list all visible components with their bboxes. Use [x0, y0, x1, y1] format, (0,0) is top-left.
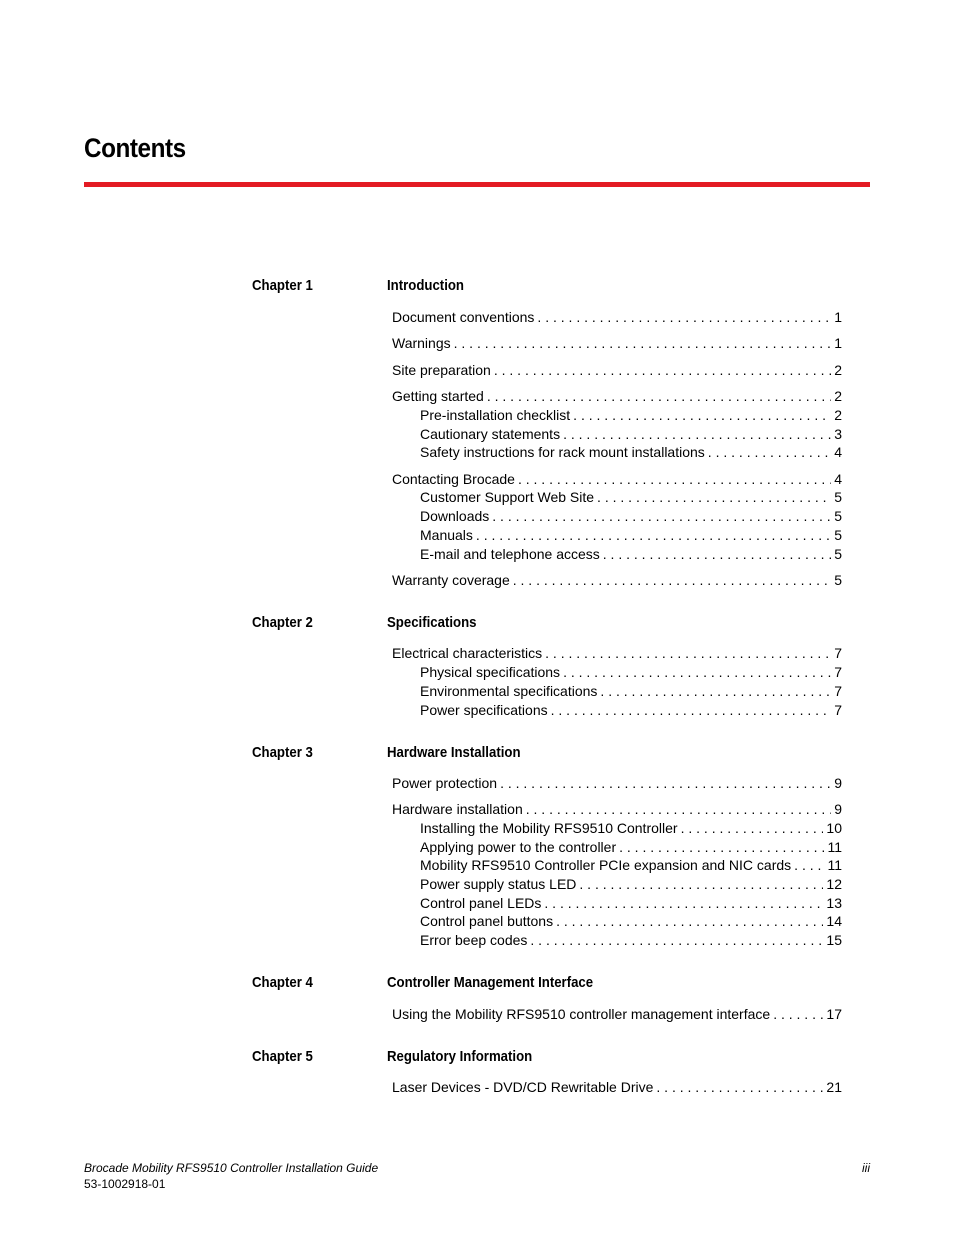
toc-leader-dots: [563, 663, 831, 682]
toc-entry[interactable]: [420, 856, 842, 875]
toc-entry-page: 12: [826, 876, 842, 892]
toc-entry[interactable]: [392, 470, 842, 489]
footer-left: [84, 1160, 378, 1192]
toc-entry-text: Customer Support Web Site: [420, 489, 595, 505]
toc-entry-text: Physical specifications: [420, 664, 561, 680]
toc-entry[interactable]: [420, 894, 842, 913]
toc-entry-page: 14: [826, 913, 842, 929]
toc-entry-page: 17: [826, 1006, 842, 1022]
toc-leader-dots: [579, 875, 823, 894]
chapter-label: Chapter 3: [252, 744, 313, 761]
toc-entry[interactable]: [420, 406, 842, 425]
toc-leader-dots: [597, 488, 831, 507]
toc-leader-dots: [494, 361, 831, 380]
toc-entry-page: 7: [834, 645, 842, 661]
toc-entry-page: 5: [834, 489, 842, 505]
toc-entry[interactable]: [392, 334, 842, 353]
toc-entry[interactable]: [392, 387, 842, 406]
toc-entry-text: Warnings: [392, 335, 451, 351]
toc-entry-text: Power supply status LED: [420, 876, 577, 892]
toc-entry-page: 3: [834, 426, 842, 442]
toc-entry-text: E-mail and telephone access: [420, 546, 600, 562]
toc-leader-dots: [681, 819, 824, 838]
toc-entry[interactable]: [420, 663, 842, 682]
chapter-title[interactable]: Introduction: [387, 277, 464, 294]
toc-entry-page: 7: [834, 702, 842, 718]
toc-entry-text: Getting started: [392, 388, 484, 404]
toc-entry-text: Control panel buttons: [420, 913, 554, 929]
toc-entry[interactable]: [420, 545, 842, 564]
toc-leader-dots: [544, 894, 823, 913]
toc-entry-page: 9: [834, 801, 842, 817]
toc-entry-page: 7: [834, 683, 842, 699]
toc-entry-page: 10: [826, 820, 842, 836]
toc-entry[interactable]: [392, 644, 842, 663]
toc-entry-page: 5: [834, 508, 842, 524]
toc-leader-dots: [708, 443, 831, 462]
toc-leader-dots: [551, 701, 832, 720]
toc-entry-text: Electrical characteristics: [392, 645, 543, 661]
toc-entry-page: 4: [834, 444, 842, 460]
toc-entry-text: Contacting Brocade: [392, 471, 515, 487]
toc-leader-dots: [603, 545, 831, 564]
toc-entry-page: 5: [834, 546, 842, 562]
toc-entry-text: Pre-installation checklist: [420, 407, 571, 423]
toc-entry[interactable]: [420, 507, 842, 526]
toc-entry-page: 21: [826, 1079, 842, 1095]
toc-leader-dots: [556, 912, 823, 931]
chapter-title[interactable]: Regulatory Information: [387, 1048, 533, 1065]
chapter-title[interactable]: Hardware Installation: [387, 744, 521, 761]
toc-entry[interactable]: [420, 912, 842, 931]
toc-entry-text: Error beep codes: [420, 932, 528, 948]
toc-leader-dots: [563, 425, 831, 444]
toc-leader-dots: [500, 774, 831, 793]
toc-leader-dots: [526, 800, 831, 819]
toc-leader-dots: [600, 682, 831, 701]
toc-entry-text: Laser Devices - DVD/CD Rewritable Drive: [392, 1079, 654, 1095]
toc-entry-page: 4: [834, 471, 842, 487]
toc-entry-page: 1: [834, 335, 842, 351]
toc-entry-page: 1: [834, 309, 842, 325]
toc-entry[interactable]: [420, 682, 842, 701]
toc-entry[interactable]: [392, 1078, 842, 1097]
chapter-label: Chapter 2: [252, 614, 313, 631]
toc-entry-text: Document conventions: [392, 309, 535, 325]
chapter-title[interactable]: Specifications: [387, 614, 477, 631]
toc-leader-dots: [492, 507, 831, 526]
toc-entry-text: Power protection: [392, 775, 498, 791]
toc-entry-page: 11: [827, 857, 842, 873]
toc-entry-page: 15: [826, 932, 842, 948]
toc-entry-page: 2: [834, 388, 842, 404]
toc-leader-dots: [513, 571, 831, 590]
footer-doc-number: 53-1002918-01: [84, 1177, 166, 1191]
toc-leader-dots: [530, 931, 823, 950]
toc-leader-dots: [537, 308, 831, 327]
toc-entry[interactable]: [392, 800, 842, 819]
toc-entry[interactable]: [420, 443, 842, 462]
toc-entry[interactable]: [420, 425, 842, 444]
toc-entry-text: Hardware installation: [392, 801, 523, 817]
toc-entry-page: 7: [834, 664, 842, 680]
toc-entry-text: Applying power to the controller: [420, 839, 617, 855]
toc-leader-dots: [773, 1005, 823, 1024]
toc-entry-page: 13: [826, 895, 842, 911]
toc-entry[interactable]: [420, 701, 842, 720]
toc-entry-text: Manuals: [420, 527, 473, 543]
toc-entry[interactable]: [392, 571, 842, 590]
toc-entry-text: Power specifications: [420, 702, 548, 718]
toc-leader-dots: [476, 526, 831, 545]
page-title: Contents: [84, 133, 186, 163]
toc-entry-page: 11: [827, 839, 842, 855]
toc-entry-text: Cautionary statements: [420, 426, 561, 442]
toc-entry[interactable]: [392, 774, 842, 793]
toc-entry-page: 2: [834, 407, 842, 423]
toc-entry-text: Control panel LEDs: [420, 895, 542, 911]
toc-leader-dots: [545, 644, 831, 663]
chapter-title[interactable]: Controller Management Interface: [387, 974, 594, 991]
toc-leader-dots: [454, 334, 832, 353]
toc-entry-text: Using the Mobility RFS9510 controller management interface: [392, 1006, 771, 1022]
chapter-label: Chapter 5: [252, 1048, 313, 1065]
toc-entry[interactable]: [392, 308, 842, 327]
toc-entry-page: 2: [834, 362, 842, 378]
toc-entry-text: Warranty coverage: [392, 572, 510, 588]
chapter-label: Chapter 1: [252, 277, 313, 294]
toc-entry[interactable]: [420, 526, 842, 545]
toc-entry-page: 9: [834, 775, 842, 791]
toc-entry[interactable]: [392, 361, 842, 380]
toc-entry[interactable]: [420, 488, 842, 507]
toc-leader-dots: [794, 856, 824, 875]
chapter-label: Chapter 4: [252, 974, 313, 991]
toc-entry-page: 5: [834, 527, 842, 543]
toc-leader-dots: [487, 387, 831, 406]
toc-entry-text: Safety instructions for rack mount installations: [420, 444, 705, 460]
footer-page-number: iii: [862, 1161, 870, 1175]
toc-entry-text: Downloads: [420, 508, 490, 524]
toc-entry-text: Environmental specifications: [420, 683, 598, 699]
toc-entry-page: 5: [834, 572, 842, 588]
toc-entry[interactable]: [420, 819, 842, 838]
toc-entry[interactable]: [420, 875, 842, 894]
toc-leader-dots: [656, 1078, 823, 1097]
toc-entry-text: Mobility RFS9510 Controller PCIe expansion and NIC cards: [420, 857, 792, 873]
toc-entry-text: Installing the Mobility RFS9510 Controller: [420, 820, 678, 836]
toc-entry[interactable]: [392, 1005, 842, 1024]
toc-leader-dots: [619, 838, 824, 857]
footer-doc-title: Brocade Mobility RFS9510 Controller Installation Guide: [84, 1161, 379, 1175]
toc-entry[interactable]: [420, 838, 842, 857]
toc-entry-text: Site preparation: [392, 362, 491, 378]
toc-entry[interactable]: [420, 931, 842, 950]
toc-leader-dots: [573, 406, 831, 425]
toc-leader-dots: [518, 470, 831, 489]
